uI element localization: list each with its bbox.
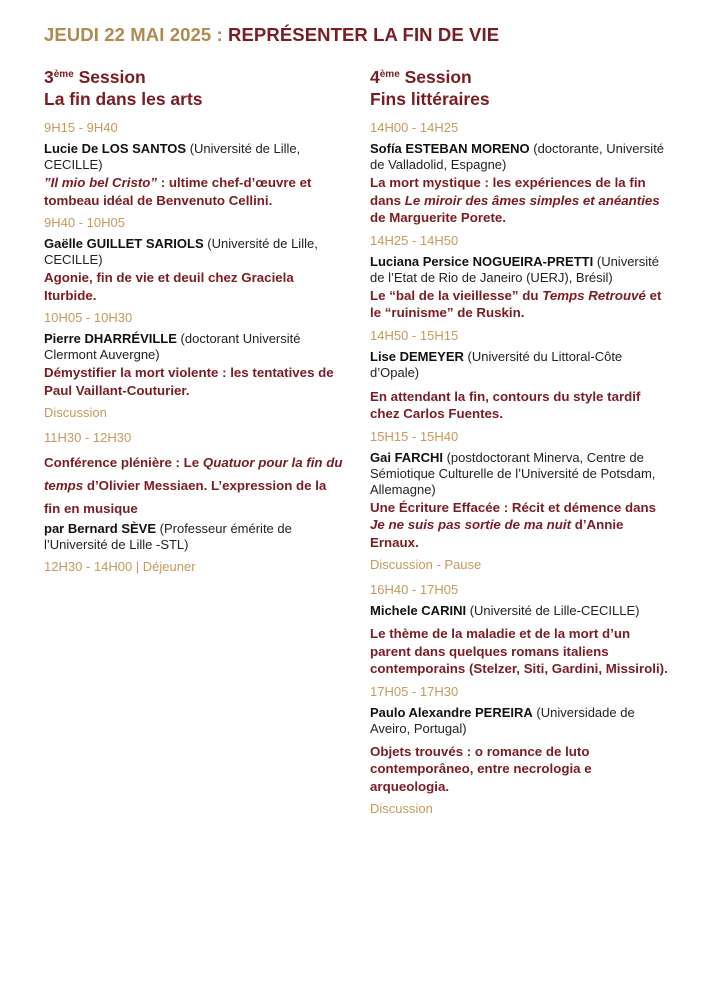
speaker-line <box>370 603 670 619</box>
talk-title: Agonie, fin de vie et deuil chez Graciela Iturbide. <box>44 270 294 303</box>
plenary-title <box>44 451 344 520</box>
time-slot: 10H05 - 10H30 <box>44 310 133 325</box>
discussion-label: Discussion <box>370 801 433 816</box>
speaker-name: Luciana Persice NOGUEIRA-PRETTI <box>370 253 594 269</box>
session-4-column <box>370 64 670 826</box>
session-number: 3 <box>44 67 54 87</box>
speaker-affiliation: (Université de Lille, CECILLE) <box>44 141 301 172</box>
speaker-by: par <box>44 521 65 536</box>
talk-title: En attendant la fin, contours du style tardif chez Carlos Fuentes. <box>370 388 641 421</box>
speaker-line <box>44 331 344 363</box>
session-word: Session <box>78 67 146 87</box>
speaker-affiliation: (Université du Littoral-Côte d’Opale) <box>370 348 623 380</box>
talk-title-italic: Temps Retrouvé <box>542 287 646 303</box>
session-4-heading <box>370 64 670 110</box>
session-3-heading <box>44 64 344 110</box>
talk-title-part: et le “ruinisme” de Ruskin. <box>370 287 662 320</box>
plenary-title-part: d’Olivier Messiaen. L’expression de la fin en musique <box>44 478 327 516</box>
talk-title-italic: Le miroir des âmes simples et anéanties <box>404 192 660 208</box>
session-suffix: ème <box>379 69 400 80</box>
time-slot: 15H15 - 15H40 <box>370 428 459 444</box>
session-name: La fin dans les arts <box>44 89 203 109</box>
speaker-line <box>44 141 344 173</box>
speaker-affiliation: (postdoctorant Minerva, Centre de Sémiotique Culturelle de l’Université de Potsdam, Allemagne) <box>370 449 656 497</box>
speaker-line <box>44 521 344 553</box>
talk-title-part: Une Écriture Effacée : Récit et démence dans <box>370 499 656 515</box>
discussion-label: Discussion <box>44 405 107 420</box>
session-3-column <box>44 64 344 584</box>
talk-title-italic: ”Il mio bel Cristo” <box>44 175 158 190</box>
speaker-name: Sofía ESTEBAN MORENO <box>370 141 530 156</box>
speaker-name: Bernard SÈVE <box>67 521 157 536</box>
talk-title-part: d’Annie Ernaux. <box>370 517 624 550</box>
time-slot: 14H25 - 14H50 <box>370 232 459 248</box>
talk-title-text: : ultime chef-d’œuvre et tombeau idéal de Benvenuto Cellini. <box>44 175 312 208</box>
plenary-title-italic: Quatuor pour la fin du temps <box>44 455 343 493</box>
talk-title <box>370 174 670 227</box>
speaker-name: Michele CARINI <box>370 603 467 618</box>
speaker-name: Gai FARCHI <box>370 449 443 465</box>
speaker-affiliation: (Université de Lille-CECILLE) <box>469 603 640 618</box>
time-slot: 9H15 - 9H40 <box>44 120 118 135</box>
speaker-name: Lise DEMEYER <box>370 348 464 364</box>
time-slot: 11H30 - 12H30 <box>44 430 132 445</box>
talk-title-part: La mort mystique : les expériences de la fin dans <box>370 175 646 208</box>
speaker-line <box>370 450 670 498</box>
speaker-affiliation: (Universidade de Aveiro, Portugal) <box>370 704 635 736</box>
session-name: Fins littéraires <box>370 89 490 109</box>
talk-title-part: de Marguerite Porete. <box>370 210 506 225</box>
session-number: 4 <box>370 67 380 87</box>
time-slot: 16H40 - 17H05 <box>370 582 459 597</box>
speaker-line <box>44 236 344 268</box>
discussion-pause-label: Discussion - Pause <box>370 557 482 572</box>
plenary-title-part: Conférence plénière : Le <box>44 455 203 470</box>
time-slot: 14H50 - 15H15 <box>370 327 459 343</box>
talk-title: Objets trouvés : o romance de luto contemporâneo, entre necrologia e arqueologia. <box>370 743 592 794</box>
time-slot: 17H05 - 17H30 <box>370 683 459 699</box>
header-date: JEUDI 22 MAI 2025 : <box>44 24 223 45</box>
time-slot: 9H40 - 10H05 <box>44 215 125 230</box>
speaker-name: Pierre DHARRÉVILLE <box>44 331 177 346</box>
speaker-line <box>370 141 670 173</box>
talk-title <box>44 174 344 209</box>
speaker-name: Paulo Alexandre PEREIRA <box>370 704 533 720</box>
talk-title: Le thème de la maladie et de la mort d’un parent dans quelques romans italiens contemporains (Stelzer, Siti, Gardini, Missiroli). <box>370 626 668 676</box>
talk-title <box>370 287 670 322</box>
speaker-affiliation: (doctorant Université Clermont Auvergne) <box>44 331 301 362</box>
speaker-line <box>370 254 670 286</box>
talk-title <box>370 499 670 552</box>
header-title: REPRÉSENTER LA FIN DE VIE <box>228 24 500 45</box>
speaker-affiliation: (doctorante, Université de Valladolid, Espagne) <box>370 141 665 172</box>
speaker-affiliation: (Professeur émérite de l’Université de Lille -STL) <box>44 521 292 552</box>
talk-title-part: Le “bal de la vieillesse” du <box>370 287 543 303</box>
page-header <box>44 24 499 46</box>
session-word: Session <box>404 67 472 87</box>
speaker-line <box>370 705 670 737</box>
session-suffix: ème <box>53 69 74 80</box>
speaker-affiliation: (Université de Lille, CECILLE) <box>44 236 318 267</box>
speaker-name: Lucie De LOS SANTOS <box>44 141 187 156</box>
speaker-line <box>370 349 670 381</box>
talk-title-italic: Je ne suis pas sortie de ma nuit <box>370 517 571 532</box>
lunch-label: 12H30 - 14H00 | Déjeuner <box>44 559 196 574</box>
talk-title: Démystifier la mort violente : les tentatives de Paul Vaillant-Couturier. <box>44 365 334 398</box>
speaker-affiliation: (Université de l’Etat de Rio de Janeiro (UERJ), Brésil) <box>370 253 659 285</box>
speaker-name: Gaëlle GUILLET SARIOLS <box>44 236 204 251</box>
time-slot: 14H00 - 14H25 <box>370 120 459 135</box>
